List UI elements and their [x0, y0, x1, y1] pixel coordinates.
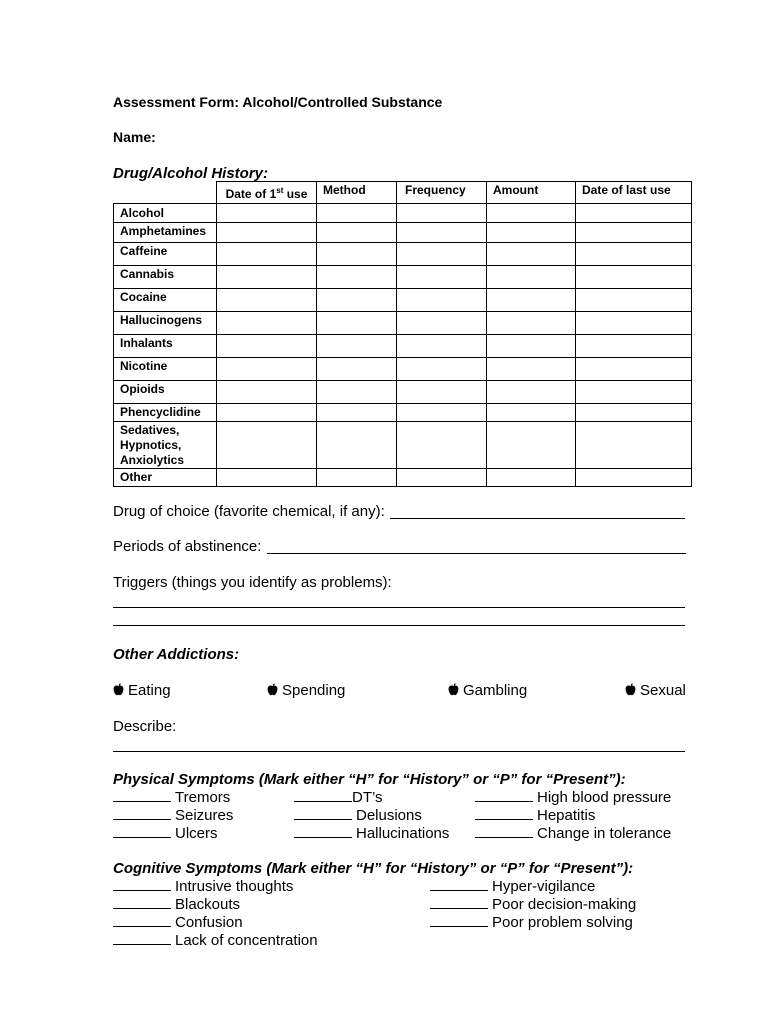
table-cell[interactable] — [217, 381, 317, 404]
header-method: Method — [317, 182, 397, 204]
substance-label: Cocaine — [114, 289, 217, 312]
drug-of-choice-field[interactable] — [390, 518, 685, 519]
table-cell[interactable] — [317, 381, 397, 404]
name-label: Name: — [113, 129, 156, 145]
table-cell[interactable] — [317, 289, 397, 312]
table-row — [114, 335, 692, 358]
symptom-blank[interactable] — [113, 789, 171, 802]
symptom-blank[interactable] — [430, 914, 488, 927]
header-amount: Amount — [487, 182, 576, 204]
symptom-hallucinations[interactable] — [294, 825, 449, 843]
apple-bullet-icon — [267, 683, 278, 696]
header-date-last-use: Date of last use — [576, 182, 692, 204]
table-cell[interactable] — [397, 266, 487, 289]
triggers-field-line-1[interactable] — [113, 607, 685, 608]
table-cell[interactable] — [217, 223, 317, 243]
symptom-blank[interactable] — [113, 932, 171, 945]
substance-label: Opioids — [114, 381, 217, 404]
table-cell[interactable] — [217, 469, 317, 487]
symptom-tremors[interactable] — [113, 789, 230, 807]
table-cell[interactable] — [317, 266, 397, 289]
symptom-change-in-tolerance[interactable] — [475, 825, 671, 843]
table-cell[interactable] — [317, 422, 397, 469]
table-cell[interactable] — [487, 335, 576, 358]
abstinence-label: Periods of abstinence: — [113, 538, 262, 555]
table-cell[interactable] — [397, 312, 487, 335]
symptom-blank[interactable] — [294, 807, 352, 820]
table-row — [114, 358, 692, 381]
table-cell[interactable] — [397, 223, 487, 243]
substance-label: Alcohol — [114, 204, 217, 223]
symptom-hyper-vigilance[interactable] — [430, 878, 595, 896]
table-cell[interactable] — [397, 204, 487, 223]
table-cell[interactable] — [317, 204, 397, 223]
symptom-label: Lack of concentration — [175, 932, 318, 949]
describe-field[interactable] — [113, 751, 685, 752]
symptom-label: Hallucinations — [356, 825, 450, 842]
table-cell[interactable] — [397, 381, 487, 404]
symptom-label: Ulcers — [175, 825, 218, 842]
table-cell[interactable] — [487, 289, 576, 312]
addiction-label: Gambling — [463, 682, 528, 699]
table-cell[interactable] — [317, 404, 397, 422]
substance-label: Hallucinogens — [114, 312, 217, 335]
symptom-blank[interactable] — [430, 896, 488, 909]
cognitive-symptoms-heading: Cognitive Symptoms (Mark either “H” for “History” or “P” for “Present”): — [113, 860, 634, 877]
table-cell[interactable] — [576, 243, 692, 266]
history-heading: Drug/Alcohol History: — [113, 165, 269, 182]
symptom-blank[interactable] — [294, 825, 352, 838]
table-cell[interactable] — [317, 335, 397, 358]
substance-label: Other — [114, 469, 217, 487]
table-cell[interactable] — [217, 243, 317, 266]
table-cell[interactable] — [397, 289, 487, 312]
table-row — [114, 312, 692, 335]
symptom-label: Poor problem solving — [492, 914, 633, 931]
addiction-label: Eating — [128, 682, 171, 699]
symptom-blank[interactable] — [113, 825, 171, 838]
symptom-seizures[interactable] — [113, 807, 233, 825]
symptom-poor-decision-making[interactable] — [430, 896, 636, 914]
table-cell[interactable] — [576, 335, 692, 358]
header-frequency: Frequency — [397, 182, 487, 204]
symptom-label: Seizures — [175, 807, 234, 824]
table-cell[interactable] — [317, 223, 397, 243]
drug-history-table — [113, 181, 692, 487]
symptom-blank[interactable] — [113, 914, 171, 927]
symptom-label: Confusion — [175, 914, 243, 931]
symptom-blank[interactable] — [475, 825, 533, 838]
table-row — [114, 469, 692, 487]
table-cell[interactable] — [487, 422, 576, 469]
table-row — [114, 404, 692, 422]
table-cell[interactable] — [217, 358, 317, 381]
substance-label: Inhalants — [114, 335, 217, 358]
substance-label: Anxiolytics — [120, 453, 185, 467]
addiction-option-spending[interactable] — [267, 682, 345, 699]
table-cell[interactable] — [576, 404, 692, 422]
table-cell[interactable] — [397, 243, 487, 266]
apple-bullet-icon — [625, 683, 636, 696]
table-cell[interactable] — [576, 223, 692, 243]
table-cell[interactable] — [317, 312, 397, 335]
table-cell[interactable] — [217, 335, 317, 358]
substance-label: Sedatives, — [120, 423, 180, 437]
symptom-label: Blackouts — [175, 896, 241, 913]
table-cell[interactable] — [487, 469, 576, 487]
symptom-label: Delusions — [356, 807, 422, 824]
symptom-blank[interactable] — [113, 896, 171, 909]
symptom-confusion[interactable] — [113, 914, 243, 932]
symptom-label: Intrusive thoughts — [175, 878, 294, 895]
symptom-blank[interactable] — [430, 878, 488, 891]
symptom-hepatitis[interactable] — [475, 807, 595, 825]
substance-label: Hypnotics, — [120, 438, 182, 452]
table-row — [114, 422, 692, 469]
table-cell[interactable] — [576, 289, 692, 312]
table-cell[interactable] — [317, 243, 397, 266]
header-blank — [114, 182, 217, 204]
form-title: Assessment Form: Alcohol/Controlled Substance — [113, 94, 443, 110]
abstinence-field[interactable] — [267, 553, 686, 554]
table-cell[interactable] — [487, 223, 576, 243]
symptom-label: High blood pressure — [537, 789, 672, 806]
substance-label: Cannabis — [114, 266, 217, 289]
addiction-label: Sexual — [640, 682, 686, 699]
symptom-label: Hyper-vigilance — [492, 878, 596, 895]
table-header-row — [114, 182, 692, 204]
substance-label: Amphetamines — [114, 223, 217, 243]
table-row — [114, 223, 692, 243]
table-cell[interactable] — [317, 358, 397, 381]
symptom-ulcers[interactable] — [113, 825, 218, 843]
drug-of-choice-label: Drug of choice (favorite chemical, if any): — [113, 503, 385, 520]
table-row — [114, 266, 692, 289]
describe-label: Describe: — [113, 718, 177, 735]
table-row — [114, 204, 692, 223]
table-cell[interactable] — [576, 312, 692, 335]
substance-label-multiline — [114, 422, 217, 469]
addiction-option-eating[interactable] — [113, 682, 171, 699]
other-addictions-heading: Other Addictions: — [113, 646, 240, 663]
symptom-dts[interactable] — [294, 789, 383, 807]
symptom-label: Hepatitis — [537, 807, 596, 824]
table-cell[interactable] — [487, 204, 576, 223]
symptom-blank[interactable] — [475, 789, 533, 802]
table-cell[interactable] — [217, 204, 317, 223]
addiction-option-sexual[interactable] — [625, 682, 686, 699]
symptom-lack-of-concentration[interactable] — [113, 932, 318, 950]
table-cell[interactable] — [487, 358, 576, 381]
table-cell[interactable] — [397, 469, 487, 487]
table-cell[interactable] — [576, 358, 692, 381]
table-cell[interactable] — [397, 335, 487, 358]
table-row — [114, 243, 692, 266]
table-cell[interactable] — [217, 289, 317, 312]
table-cell[interactable] — [217, 312, 317, 335]
triggers-field-line-2[interactable] — [113, 625, 685, 626]
table-cell[interactable] — [217, 422, 317, 469]
header-date-first-use: Date of 1st use — [217, 182, 317, 204]
table-cell[interactable] — [487, 312, 576, 335]
symptom-delusions[interactable] — [294, 807, 422, 825]
table-cell[interactable] — [487, 243, 576, 266]
table-row — [114, 381, 692, 404]
apple-bullet-icon — [113, 683, 124, 696]
symptom-blank[interactable] — [475, 807, 533, 820]
apple-bullet-icon — [448, 683, 459, 696]
addiction-option-gambling[interactable] — [448, 682, 527, 699]
symptom-label: DT’s — [352, 789, 383, 806]
substance-label: Nicotine — [114, 358, 217, 381]
table-cell[interactable] — [576, 422, 692, 469]
addiction-label: Spending — [282, 682, 346, 699]
symptom-blank[interactable] — [113, 878, 171, 891]
symptom-blank[interactable] — [113, 807, 171, 820]
table-cell[interactable] — [576, 266, 692, 289]
symptom-high-blood-pressure[interactable] — [475, 789, 671, 807]
physical-symptoms-heading: Physical Symptoms (Mark either “H” for “History” or “P” for “Present”): — [113, 771, 626, 788]
table-cell[interactable] — [487, 404, 576, 422]
table-cell[interactable] — [576, 381, 692, 404]
table-cell[interactable] — [397, 404, 487, 422]
symptom-blackouts[interactable] — [113, 896, 240, 914]
substance-label: Caffeine — [114, 243, 217, 266]
table-row — [114, 289, 692, 312]
table-cell[interactable] — [397, 422, 487, 469]
symptom-intrusive-thoughts[interactable] — [113, 878, 293, 896]
symptom-poor-problem-solving[interactable] — [430, 914, 633, 932]
table-cell[interactable] — [487, 381, 576, 404]
symptom-blank[interactable] — [294, 789, 352, 802]
symptom-label: Change in tolerance — [537, 825, 672, 842]
symptom-label: Poor decision-making — [492, 896, 637, 913]
substance-label: Phencyclidine — [114, 404, 217, 422]
table-cell[interactable] — [576, 469, 692, 487]
symptom-label: Tremors — [175, 789, 231, 806]
table-cell[interactable] — [397, 358, 487, 381]
table-cell[interactable] — [317, 469, 397, 487]
table-cell[interactable] — [487, 266, 576, 289]
table-cell[interactable] — [217, 404, 317, 422]
triggers-label: Triggers (things you identify as problems): — [113, 574, 392, 591]
table-cell[interactable] — [576, 204, 692, 223]
table-cell[interactable] — [217, 266, 317, 289]
